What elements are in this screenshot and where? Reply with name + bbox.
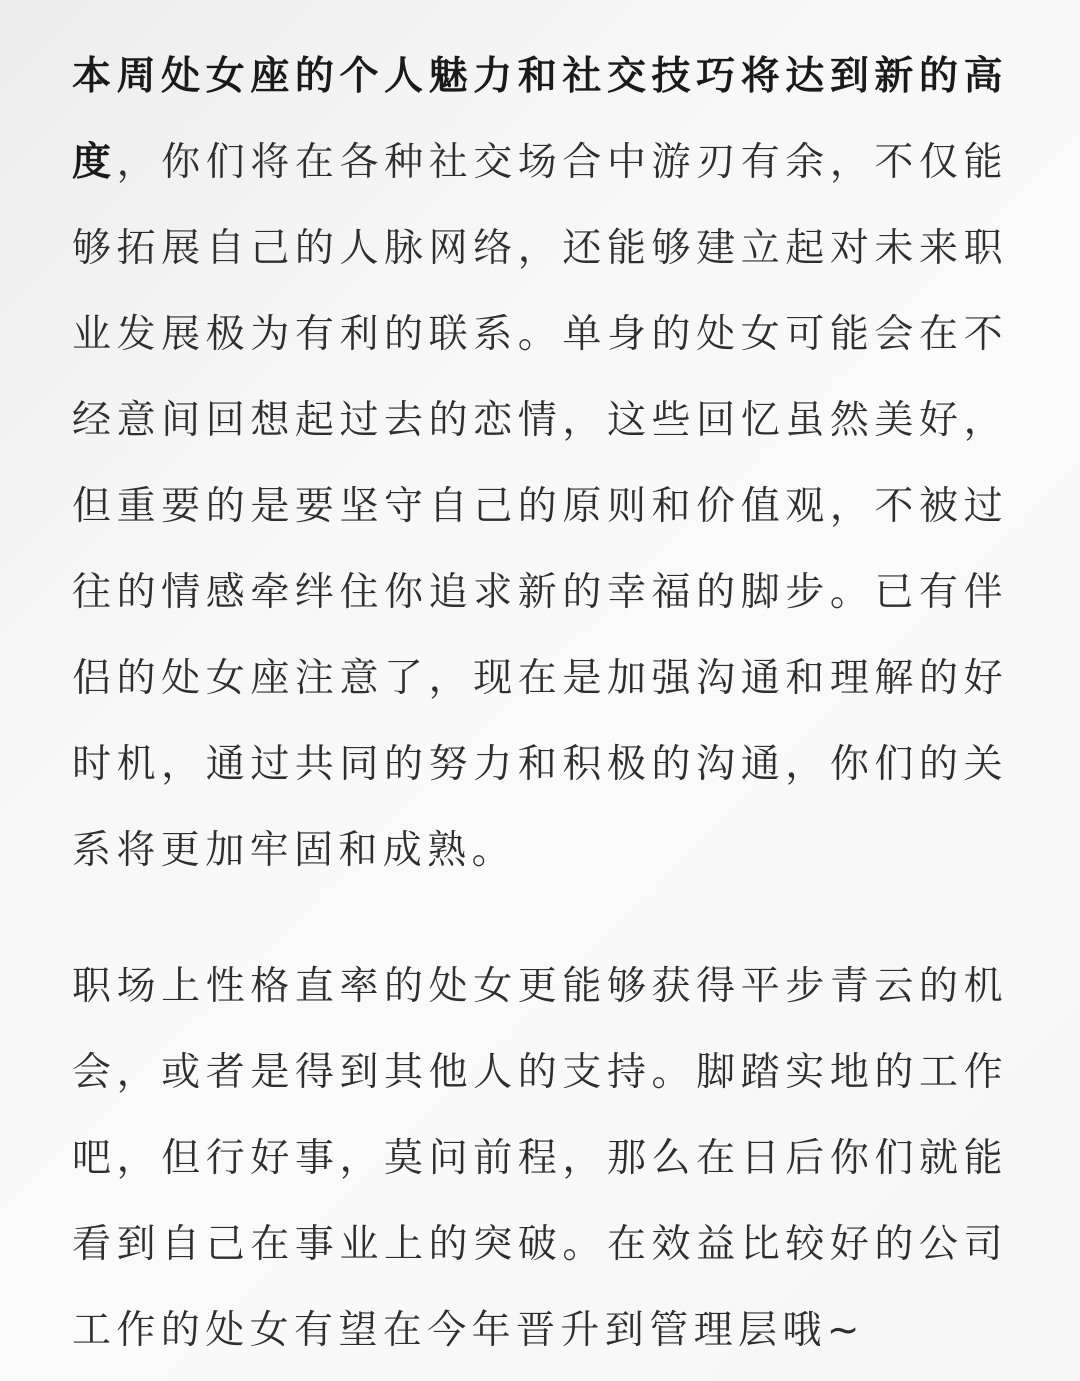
- paragraph-body-text: ，你们将在各种社交场合中游刃有余，不仅能够拓展自己的人脉网络，还能够建立起对未来职业发展极为有利的联系。单身的处女可能会在不经意间回想起过去的恋情，这些回忆虽然美好，但重要的是要坚守自己的原则和价值观，不被过往的情感牵绊住你追求新的幸福的脚步。已有伴侣的处女座注意了，现在是加强沟通和理解的好时机，通过共同的努力和积极的沟通，你们的关系将更加牢固和成熟。: [72, 140, 1008, 873]
- paragraph-body-text: 职场上性格直率的处女更能够获得平步青云的机会，或者是得到其他人的支持。脚踏实地的工作吧，但行好事，莫问前程，那么在日后你们就能看到自己在事业上的突破。在效益比较好的公司工作的处女有望在今年晋升到管理层哦~: [72, 964, 1008, 1353]
- horoscope-paragraph-love: [72, 34, 1008, 894]
- highlight-lead-text: 本周处女座的个人魅力和社交技巧将达到新的高度: [72, 54, 1008, 185]
- horoscope-paragraph-career: [72, 944, 1008, 1374]
